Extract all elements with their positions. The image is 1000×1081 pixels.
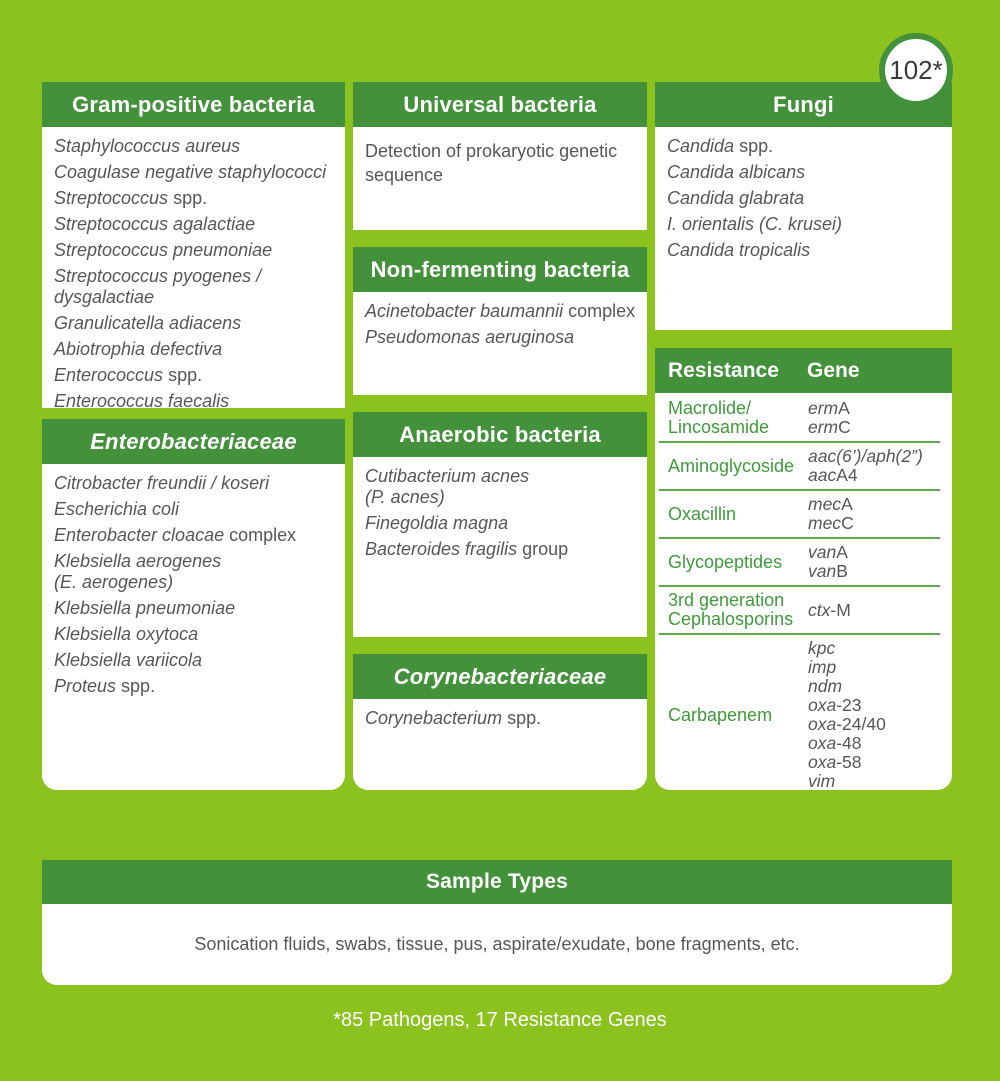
gene-item: imp xyxy=(808,657,837,677)
resistance-row xyxy=(659,587,940,635)
resistance-row xyxy=(659,491,940,539)
list-item: Granulicatella adiacens xyxy=(54,313,242,334)
gene-list xyxy=(808,495,940,533)
panel-corynebacteriaceae-header xyxy=(353,654,647,699)
resistance-column-header: Resistance xyxy=(668,358,779,382)
panel-title: Enterobacteriaceae xyxy=(90,428,297,454)
resistance-table-header xyxy=(655,348,952,393)
list-item: Finegoldia magna xyxy=(365,513,509,534)
panel-body xyxy=(353,457,647,637)
panel-body xyxy=(353,127,647,230)
panel-body xyxy=(655,127,952,330)
list-item: Candida albicans xyxy=(667,162,806,183)
gene-item: ndm xyxy=(808,676,843,696)
panel-enterobacteriaceae xyxy=(42,419,345,790)
panel-universal-bacteria xyxy=(353,82,647,230)
panel-title: Sample Types xyxy=(425,870,569,893)
panel-anaerobic xyxy=(353,412,647,637)
list-item: Klebsiella aerogenes (E. aerogenes) xyxy=(54,551,222,593)
list-item: Klebsiella oxytoca xyxy=(54,624,199,645)
gene-item: kpc xyxy=(808,638,836,658)
list-item: Enterococcus spp. xyxy=(54,365,203,386)
list-item: Klebsiella variicola xyxy=(54,650,203,671)
gene-item: vim xyxy=(808,771,836,790)
pathogen-list xyxy=(42,127,345,408)
panel-resistance-genes xyxy=(655,348,952,790)
panel-description: Detection of prokaryotic genetic sequence xyxy=(365,141,618,185)
panel-title: Anaerobic bacteria xyxy=(399,421,601,447)
gene-list xyxy=(808,399,940,437)
resistance-class-label: Glycopeptides xyxy=(668,551,783,572)
badge-value: 102* xyxy=(889,54,943,85)
gene-list xyxy=(808,639,940,790)
gene-item: oxa-58 xyxy=(808,752,862,772)
list-item: Bacteroides fragilis group xyxy=(365,539,569,560)
resistance-row xyxy=(659,539,940,587)
panel-corynebacteriaceae xyxy=(353,654,647,790)
gene-list xyxy=(808,447,940,485)
gene-item: oxa-23 xyxy=(808,695,862,715)
gene-item: ermA xyxy=(808,398,850,418)
list-item: Proteus spp. xyxy=(54,676,156,697)
panel-title: Universal bacteria xyxy=(403,91,597,117)
gene-item: vanA xyxy=(808,542,848,562)
gene-list xyxy=(808,543,940,581)
gene-item: ctx-M xyxy=(808,599,851,620)
list-item: Streptococcus pneumoniae xyxy=(54,240,273,261)
gene-item: ermC xyxy=(808,417,851,437)
pathogen-list xyxy=(353,292,647,348)
resistance-class-label: 3rd generation Cephalosporins xyxy=(668,590,794,629)
gene-column-header: Gene xyxy=(807,358,860,382)
gene-item: aac(6’)/aph(2”) xyxy=(808,446,923,466)
panel-gram-positive-header xyxy=(42,82,345,127)
resistance-class-label: Oxacillin xyxy=(668,503,737,524)
resistance-class-label: Macrolide/ Lincosamide xyxy=(668,398,770,437)
gene-item: oxa-24/40 xyxy=(808,714,886,734)
footnote xyxy=(0,1005,1000,1035)
pathogen-list xyxy=(353,457,647,560)
sample-types-header xyxy=(42,860,952,904)
gene-item: mecC xyxy=(808,513,854,533)
list-item: Acinetobacter baumannii complex xyxy=(365,301,636,321)
list-item: Candida glabrata xyxy=(667,188,805,209)
panel-non-fermenting-header xyxy=(353,247,647,292)
resistance-class-label: Carbapenem xyxy=(668,704,773,725)
panel-body xyxy=(42,464,345,790)
resistance-row xyxy=(659,635,940,790)
resistance-row xyxy=(659,443,940,491)
list-item: Escherichia coli xyxy=(54,499,180,520)
list-item: Pseudomonas aeruginosa xyxy=(365,327,575,348)
list-item: Candida tropicalis xyxy=(667,240,811,261)
panel-title: Non-fermenting bacteria xyxy=(370,256,630,282)
pathogen-list xyxy=(353,699,647,729)
gene-item: oxa-48 xyxy=(808,733,862,753)
list-item: Abiotrophia defectiva xyxy=(54,339,223,360)
pathogen-list xyxy=(655,127,952,261)
gene-item: mecA xyxy=(808,494,853,514)
list-item: Cutibacterium acnes (P. acnes) xyxy=(365,466,530,508)
list-item: Klebsiella pneumoniae xyxy=(54,598,236,619)
panel-body xyxy=(42,127,345,408)
panel-title: Fungi xyxy=(773,91,834,117)
list-item: Coagulase negative staphylococci xyxy=(54,162,327,183)
list-item: Enterococcus faecalis xyxy=(54,391,230,408)
list-item: Candida spp. xyxy=(667,136,774,156)
panel-gram-positive xyxy=(42,82,345,408)
panel-fungi xyxy=(655,82,952,330)
list-item: Streptococcus agalactiae xyxy=(54,214,256,235)
list-item: Corynebacterium spp. xyxy=(365,708,542,728)
resistance-row xyxy=(659,395,940,443)
list-item: Staphylococcus aureus xyxy=(54,136,241,156)
panel-title: Gram-positive bacteria xyxy=(72,91,315,117)
list-item: Citrobacter freundii / koseri xyxy=(54,473,270,493)
panel-universal-header xyxy=(353,82,647,127)
list-item: Streptococcus spp. xyxy=(54,188,208,209)
gene-item: aacA4 xyxy=(808,465,858,485)
pathogen-count-badge xyxy=(879,33,953,107)
footnote-text: *85 Pathogens, 17 Resistance Genes xyxy=(333,1009,667,1031)
sample-types-body xyxy=(42,904,952,985)
list-item: Streptococcus pyogenes / dysgalactiae xyxy=(54,266,262,308)
panel-non-fermenting xyxy=(353,247,647,395)
resistance-table-body xyxy=(655,393,952,790)
panel-enterobacteriaceae-header xyxy=(42,419,345,464)
gene-list xyxy=(808,601,940,620)
pathogen-list xyxy=(42,464,345,697)
panel-body xyxy=(353,292,647,395)
list-item: I. orientalis (C. krusei) xyxy=(667,214,843,235)
sample-types-text: Sonication fluids, swabs, tissue, pus, aspirate/exudate, bone fragments, etc. xyxy=(194,934,800,954)
gene-item: vanB xyxy=(808,561,848,581)
panel-sample-types xyxy=(42,860,952,985)
panel-title: Corynebacteriaceae xyxy=(393,663,607,689)
panel-body xyxy=(353,699,647,790)
resistance-class-label: Aminoglycoside xyxy=(668,455,795,476)
panel-anaerobic-header xyxy=(353,412,647,457)
list-item: Enterobacter cloacae complex xyxy=(54,525,297,546)
